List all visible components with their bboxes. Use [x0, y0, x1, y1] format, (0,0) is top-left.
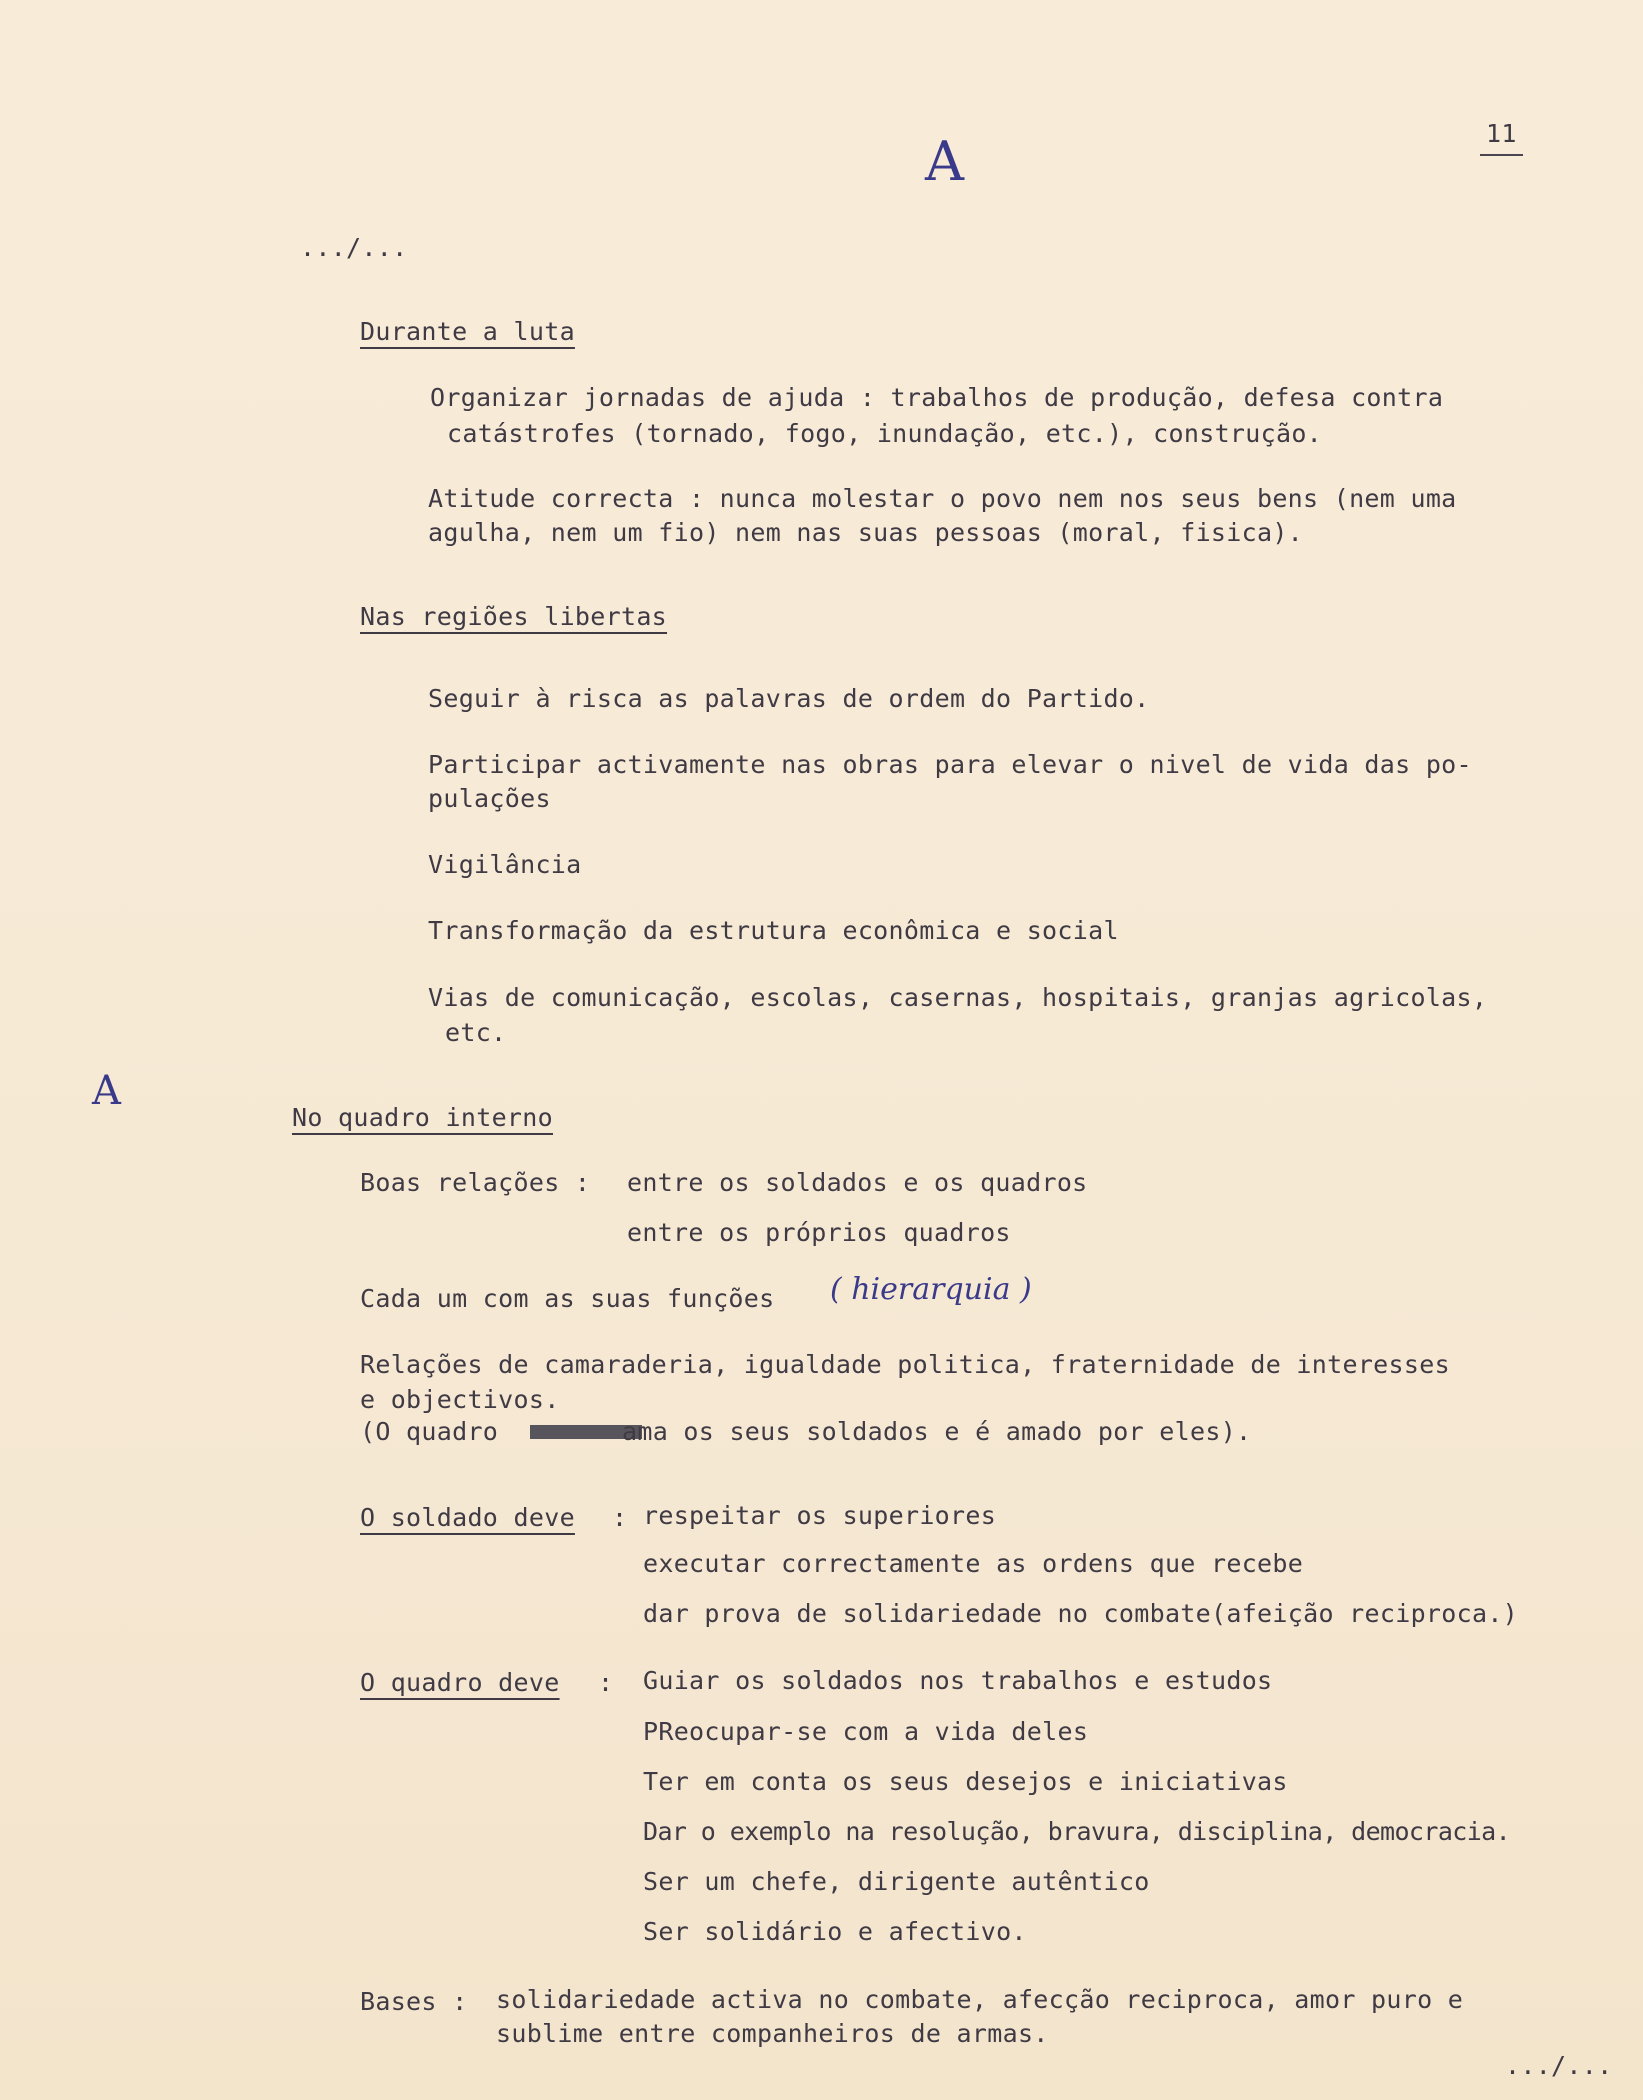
regioes-item-5-line2: etc. — [445, 1018, 507, 1047]
relacoes-line3-b: ama os seus soldados e é amado por eles). — [622, 1417, 1252, 1446]
boas-relacoes-label: Boas relações : — [360, 1168, 591, 1197]
heading-durante-a-luta: Durante a luta — [360, 317, 575, 346]
bases-label: Bases : — [360, 1987, 468, 2016]
continuation-bottom: .../... — [1505, 2051, 1613, 2080]
quadro-item: Ser um chefe, dirigente autêntico — [643, 1867, 1150, 1896]
regioes-item-2-line1: Participar activamente nas obras para elevar o nivel de vida das po- — [428, 750, 1472, 779]
relacoes-line2: e objectivos. — [360, 1385, 560, 1414]
heading-o-quadro-deve: O quadro deve — [360, 1668, 560, 1697]
soldado-item: dar prova de solidariedade no combate(afeição reciproca.) — [643, 1599, 1519, 1628]
regioes-item-3: Vigilância — [428, 850, 582, 879]
continuation-top: .../... — [300, 233, 408, 262]
quadro-item: Guiar os soldados nos trabalhos e estudos — [643, 1666, 1273, 1695]
regioes-item-1: Seguir à risca as palavras de ordem do Partido. — [428, 684, 1150, 713]
quadro-item: PReocupar-se com a vida deles — [643, 1717, 1089, 1746]
soldado-item: executar correctamente as ordens que recebe — [643, 1549, 1304, 1578]
cada-um-funcoes: Cada um com as suas funções — [360, 1284, 775, 1313]
durante-p2-line2: agulha, nem um fio) nem nas suas pessoas (moral, fisica). — [428, 518, 1304, 547]
bases-line1: solidariedade activa no combate, afecção reciproca, amor puro e — [496, 1985, 1464, 2014]
boas-relacoes-2: entre os próprios quadros — [627, 1218, 1011, 1247]
page-number: 11 — [1480, 118, 1523, 156]
durante-p1-line1: Organizar jornadas de ajuda : trabalhos de produção, defesa contra — [430, 383, 1444, 412]
quadro-item: Dar o exemplo na resolução, bravura, disciplina, democracia. — [643, 1817, 1511, 1846]
quadro-item: Ter em conta os seus desejos e iniciativas — [643, 1767, 1288, 1796]
regioes-item-5-line1: Vias de comunicação, escolas, casernas, hospitais, granjas agricolas, — [428, 983, 1488, 1012]
margin-mark-left: A — [92, 1068, 121, 1114]
heading-o-soldado-deve: O soldado deve — [360, 1503, 575, 1532]
relacoes-line1: Relações de camaraderia, igualdade politica, fraternidade de interesses — [360, 1350, 1450, 1379]
handwritten-hierarquia: ( hierarquia ) — [830, 1272, 1032, 1307]
heading-nas-regioes-libertas: Nas regiões libertas — [360, 602, 668, 631]
boas-relacoes-1: entre os soldados e os quadros — [627, 1168, 1088, 1197]
soldado-colon: : — [612, 1503, 628, 1532]
quadro-item: Ser solidário e afectivo. — [643, 1917, 1027, 1946]
quadro-colon: : — [598, 1668, 614, 1697]
soldado-item: respeitar os superiores — [643, 1501, 997, 1530]
heading-no-quadro-interno: No quadro interno — [292, 1103, 553, 1132]
bases-line2: sublime entre companheiros de armas. — [496, 2019, 1049, 2048]
margin-mark-top: A — [925, 130, 964, 193]
relacoes-line3-a: (O quadro — [360, 1417, 499, 1446]
durante-p2-line1: Atitude correcta : nunca molestar o povo nem nos seus bens (nem uma — [428, 484, 1457, 513]
regioes-item-4: Transformação da estrutura econômica e social — [428, 916, 1119, 945]
regioes-item-2-line2: pulações — [428, 784, 551, 813]
durante-p1-line2: catástrofes (tornado, fogo, inundação, etc.), construção. — [447, 419, 1323, 448]
